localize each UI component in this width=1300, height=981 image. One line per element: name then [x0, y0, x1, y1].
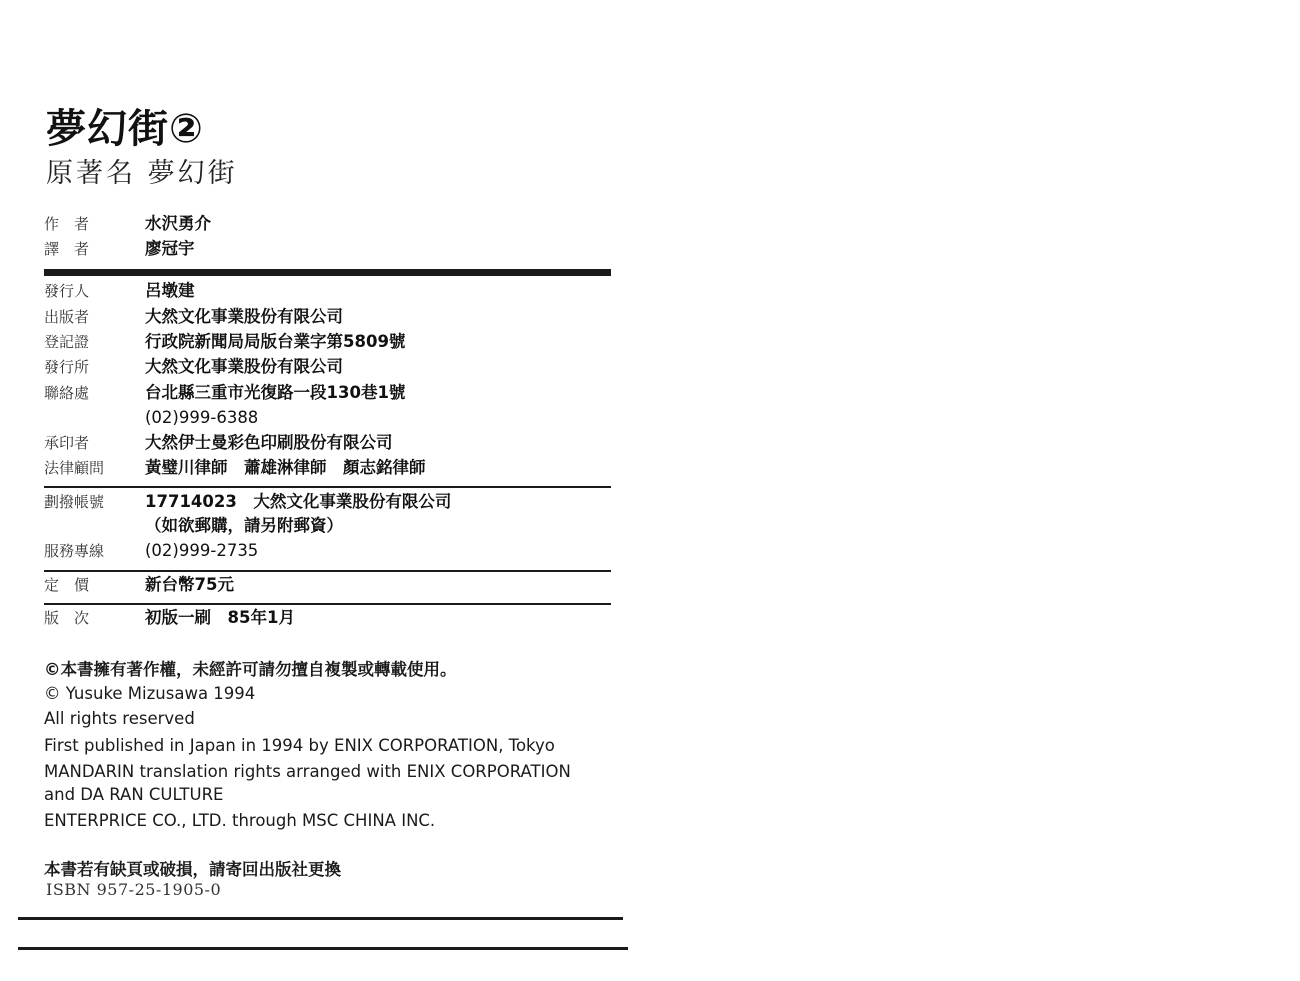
publishing-label: 發行人	[44, 282, 90, 300]
publishing-value: 大然伊士曼彩色印刷股份有限公司	[145, 433, 393, 452]
book-title: 夢幻街②	[46, 106, 204, 152]
copyright-notice: ©本書擁有著作權，未經許可請勿擅自複製或轉載使用。	[44, 660, 457, 679]
publishing-label: 出版者	[44, 308, 90, 326]
copyright-line: © Yusuke Mizusawa 1994	[44, 684, 256, 703]
credit-value: 水沢勇介	[145, 214, 211, 233]
isbn-number: ISBN 957-25-1905-0	[46, 880, 222, 899]
copyright-line: All rights reserved	[44, 709, 195, 728]
copyright-line: and DA RAN CULTURE	[44, 785, 224, 804]
colophon-page	[0, 0, 640, 981]
publishing-label: 承印者	[44, 434, 90, 452]
publishing-label: 發行所	[44, 358, 90, 376]
publishing-value: 呂墩建	[145, 281, 195, 300]
publishing-value: 台北縣三重市光復路一段130巷1號	[145, 383, 406, 402]
publishing-value: 行政院新聞局局版台業字第5809號	[145, 332, 406, 351]
publishing-value: 大然文化事業股份有限公司	[145, 357, 343, 376]
divider	[44, 570, 611, 572]
credit-label: 譯 者	[44, 240, 90, 258]
edition-label: 版 次	[44, 609, 90, 627]
copyright-line: First published in Japan in 1994 by ENIX CORPORATION, Tokyo	[44, 736, 555, 755]
publishing-value: (02)999-6388	[145, 408, 259, 427]
copyright-line: MANDARIN translation rights arranged with ENIX CORPORATION	[44, 762, 571, 781]
edition-value: 初版一刷 85年1月	[145, 608, 295, 627]
credit-value: 廖冠宇	[145, 239, 195, 258]
publishing-value: 大然文化事業股份有限公司	[145, 307, 343, 326]
credit-label: 作 者	[44, 215, 90, 233]
divider	[44, 603, 611, 605]
thick-divider	[44, 269, 611, 276]
publishing-label: 登記證	[44, 333, 90, 351]
bottom-divider	[18, 917, 623, 920]
price-label: 定 價	[44, 576, 90, 594]
ordering-value: （如欲郵購，請另附郵資）	[145, 516, 343, 535]
defect-notice: 本書若有缺頁或破損，請寄回出版社更換	[44, 860, 341, 879]
ordering-value: 17714023 大然文化事業股份有限公司	[145, 492, 452, 511]
original-title: 原著名 夢幻街	[46, 158, 238, 189]
ordering-label: 服務專線	[44, 542, 105, 560]
bottom-divider	[18, 947, 628, 950]
ordering-value: (02)999-2735	[145, 541, 259, 560]
publishing-value: 黃璧川律師 蕭雄淋律師 顏志銘律師	[145, 458, 426, 477]
copyright-line: ENTERPRICE CO., LTD. through MSC CHINA INC.	[44, 811, 436, 830]
price-value: 新台幣75元	[145, 575, 234, 594]
publishing-label: 聯絡處	[44, 384, 90, 402]
ordering-label: 劃撥帳號	[44, 493, 105, 511]
divider	[44, 486, 611, 488]
publishing-label: 法律顧問	[44, 459, 105, 477]
